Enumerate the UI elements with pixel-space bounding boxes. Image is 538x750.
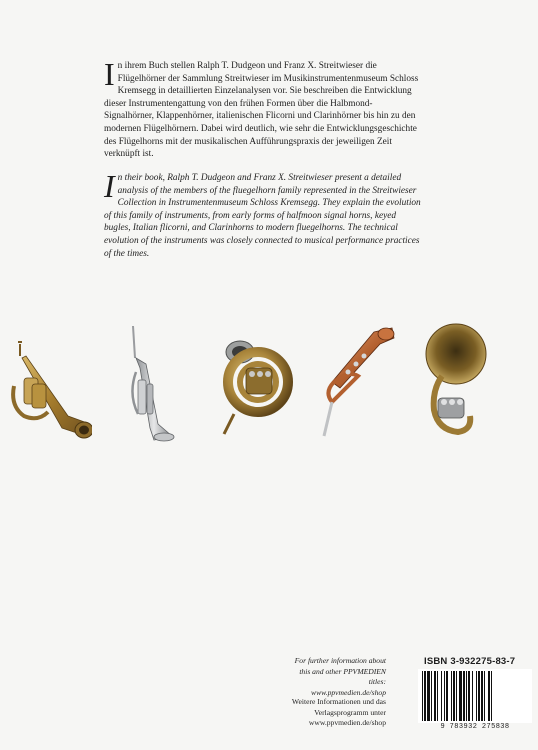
bell-horn-image xyxy=(412,320,492,440)
barcode-image xyxy=(418,669,532,723)
barcode-bar xyxy=(422,671,423,721)
footer-en-line2: this and other PPVMEDIEN titles: xyxy=(299,666,386,686)
barcode-bar xyxy=(444,671,445,721)
silver-bugle-image xyxy=(124,324,180,446)
barcode-digits: 9 783932 275838 xyxy=(440,723,510,731)
german-description: In ihrem Buch stellen Ralph T. Dudgeon und Franz X. Streitwieser die Flügelhörner der Sammlung Streitwieser im Musikinstrumentenmuseum Schloss Kremsegg in detaillierten Einzelanalysen vor. Sie beschreiben die Entwicklung dieser Instrumentengattung von den frühen Formen über die Halbmond-Signalhörner, Klappenhörner, italienischen Flicorni und Clarinhörner bis hin zu den modernen Flügelhörnern. Dabei wird deutlich, wie sehr die Entwicklungsgeschichte des Flügelhorns mit der musikalischen Aufführungspraxis der jeweiligen Zeit verknüpft ist. xyxy=(104,56,419,160)
barcode-bar xyxy=(472,671,473,721)
barcode-bar xyxy=(451,671,452,721)
barcode-bar xyxy=(437,671,438,721)
barcode-bar xyxy=(456,671,457,721)
barcode-bar xyxy=(424,671,426,721)
barcode-bar xyxy=(478,671,480,721)
barcode-bar xyxy=(491,671,492,721)
footer-de-url[interactable]: www.ppvmedien.de/shop xyxy=(308,718,386,727)
barcode-bar xyxy=(488,671,490,721)
barcode-bar xyxy=(446,671,448,721)
footer-de-line2: Verlagsprogramm unter xyxy=(314,707,386,717)
barcode-bar xyxy=(427,671,430,721)
instrument-photos xyxy=(0,318,538,448)
barcode-bar xyxy=(441,671,442,721)
footer-en-url[interactable]: www.ppvmedien.de/shop xyxy=(311,687,386,697)
barcode-bar xyxy=(463,671,465,721)
coiled-horn-image xyxy=(214,334,294,438)
barcode-bar xyxy=(434,671,436,721)
barcode-bar xyxy=(468,671,470,721)
brass-fluegelhorn-image xyxy=(8,336,92,446)
barcode-bar xyxy=(466,671,467,721)
footer-en-line1: For further information about xyxy=(294,656,386,665)
footer-german xyxy=(274,697,386,729)
barcode-bar xyxy=(476,671,477,721)
barcode-bar xyxy=(453,671,455,721)
barcode-bar xyxy=(481,671,483,721)
barcode-bar xyxy=(459,671,462,721)
barcode-bar xyxy=(484,671,485,721)
footer-de-line1: Weitere Informationen und das xyxy=(291,697,386,706)
barcode-bar xyxy=(431,671,432,721)
isbn-label: ISBN 3-932275-83-7 xyxy=(424,656,516,667)
copper-bugle-image xyxy=(318,326,396,444)
footer-english xyxy=(286,656,386,698)
english-description: In their book, Ralph T. Dudgeon and Franz X. Streitwieser present a detailed analysis of the members of the fluegelhorn family represented in the Streitwieser Collection in Instrumentenmuseum Schloss Kremsegg. They explain the evolution of this family of instruments, from early forms of halfmoon signal horns, keyed bugles, Italian flicorni, and Clarinhorns to modern fluegelhorns. The technical evolution of the instruments was closely connected to musical performance practices of the times. xyxy=(104,168,421,259)
